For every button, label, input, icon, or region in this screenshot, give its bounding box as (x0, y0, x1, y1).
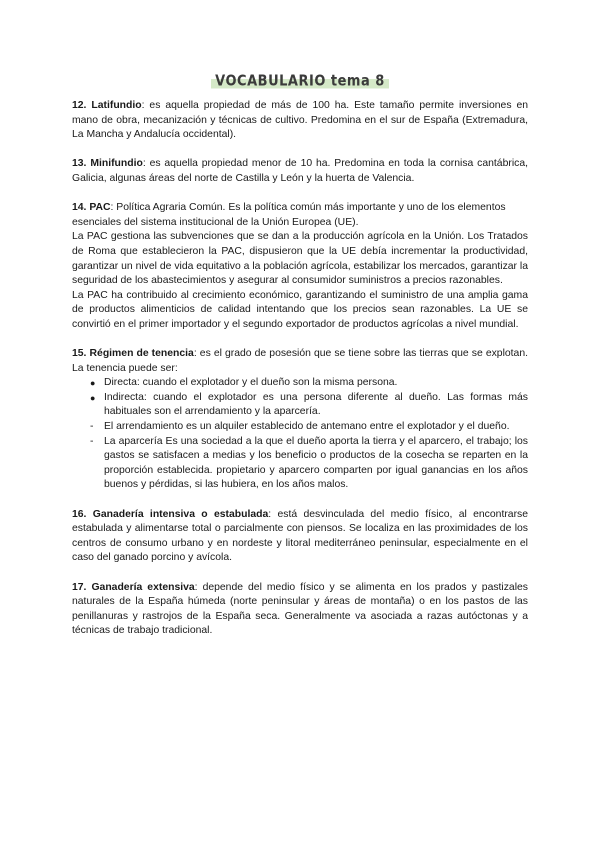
list-item (90, 376, 528, 391)
list-item-text: La aparcería Es una sociedad a la que el dueño aporta la tierra y el aparcero, el trabajo; los gastos se satisfacen a medias y los beneficio o productos de la cosecha se reparten en la proporción establecida. propietario y aparcero comparten por igual ganancias en los años buenos y pérdidas, si las hubiera, en los años malos. (104, 435, 528, 491)
entry-latifundio (72, 99, 528, 143)
entry-text: : es el grado de posesión que se tiene sobre las tierras que se explotan. La tenencia puede ser: (72, 348, 528, 374)
entry-regimen-tenencia (72, 347, 528, 493)
entry-text: : Política Agraria Común. Es la política común más importante y uno de los elementos esenciales del sistema institucional de la Unión Europea (UE). (72, 202, 506, 228)
tenure-list (72, 376, 528, 493)
bullet-icon: ● (90, 392, 96, 403)
entry-minifundio (72, 157, 528, 186)
entry-ganaderia-extensiva (72, 581, 528, 639)
entry-term: PAC (89, 202, 111, 214)
list-item-text: El arrendamiento es un alquiler establecido de antemano entre el explotador y el dueño. (104, 421, 510, 433)
entry-term: Latifundio (91, 100, 142, 111)
entry-ganaderia-intensiva (72, 508, 528, 566)
list-item (90, 391, 528, 420)
list-item-text: Directa: cuando el explotador y el dueño son la misma persona. (104, 377, 398, 389)
list-item (90, 420, 528, 435)
title-wrap (72, 0, 528, 98)
entry-paragraph: La PAC gestiona las subvenciones que se dan a la producción agrícola en la Unión. Los Tratados de Roma que establecieron la PAC, dispusieron que la UE debía incrementar la productividad, garantizar un nivel de vida equitativo a la población agrícola, estabilizar los mercados, garantizar la seguridad de los abastecimientos y asegurar al consumidor suministros a precios razonables. (72, 231, 528, 287)
entry-text: : depende del medio físico y se alimenta en los prados y pastizales naturales de la España húmeda (norte peninsular y áreas de montaña) o en los pastos de las penillanuras y rastrojos de la España seca. Generalmente va asociada a razas autóctonas y a técnicas de trabajo tradicional. (72, 581, 528, 637)
entry-pac (72, 201, 528, 332)
entry-number: 14. (72, 202, 87, 214)
dash-icon: - (90, 421, 94, 433)
entry-number: 13. (72, 158, 87, 170)
entry-number: 15. (72, 348, 87, 360)
entry-number: 17. (72, 581, 87, 593)
entry-number: 12. (72, 100, 87, 111)
entry-text: : está desvinculada del medio físico, al encontrarse estabulada y alimentarse total o parcialmente con piensos. Se localiza en las proximidades de los centros de consumo urbano y en nordeste y litoral mediterráneo peninsular, especialmente en el caso del ganado porcino y avícola. (72, 508, 528, 564)
list-item-text: Indirecta: cuando el explotador es una persona diferente al dueño. Las formas más habituales son el arrendamiento y la aparcería. (104, 391, 528, 418)
entry-text: : es aquella propiedad de más de 100 ha. Este tamaño permite inversiones en mano de obra, mecanización y técnicas de cultivo. Predomina en el sur de España (Extremadura, La Mancha y Andalucía occidental). (72, 100, 529, 141)
bullet-icon: ● (90, 378, 96, 389)
entry-number: 16. (72, 508, 87, 520)
dash-icon: - (90, 435, 94, 447)
entry-term: Ganadería extensiva (91, 581, 195, 593)
entry-term: Ganadería intensiva o estabulada (92, 508, 269, 520)
entry-text: : es aquella propiedad menor de 10 ha. Predomina en toda la cornisa cantábrica, Galicia, algunas áreas del norte de Castilla y León y la huerta de Valencia. (72, 158, 528, 184)
page-title: VOCABULARIO tema 8 (211, 73, 389, 90)
list-item (90, 435, 528, 493)
entry-term: Minifundio (90, 158, 143, 170)
entry-paragraph: La PAC ha contribuido al crecimiento económico, garantizando el suministro de una amplia gama de productos alimenticios de calidad intentando que los precios sean razonables. La UE se convirtió en el primer importador y el segundo exportador de productos agrícolas a nivel mundial. (72, 289, 528, 330)
entry-term: Régimen de tenencia (89, 348, 194, 360)
